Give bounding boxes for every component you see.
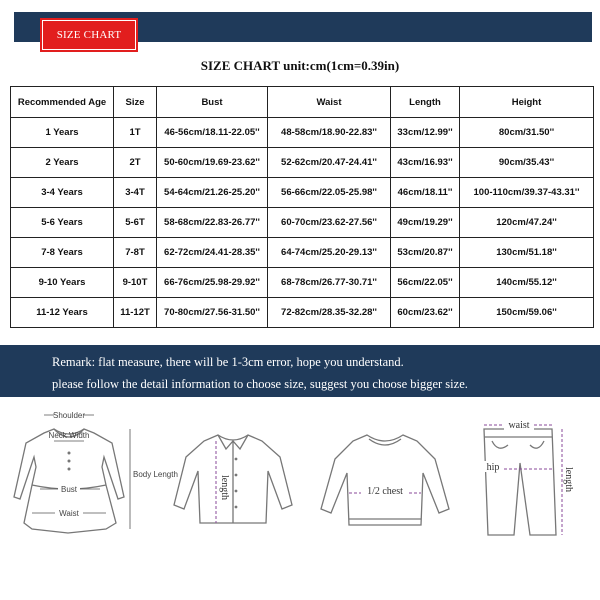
dress-shoulder-label: Shoulder [52,411,86,420]
shirt-diagram [168,405,298,545]
cell-height: 90cm/35.43'' [460,148,594,178]
cell-bust: 70-80cm/27.56-31.50'' [157,298,268,328]
cell-age: 1 Years [11,118,114,148]
cell-waist: 52-62cm/20.47-24.41'' [268,148,391,178]
col-header-length: Length [391,87,460,118]
cell-length: 33cm/12.99'' [391,118,460,148]
cell-waist: 72-82cm/28.35-32.28'' [268,298,391,328]
shirt-icon [168,405,298,545]
col-header-waist: Waist [268,87,391,118]
table-row [11,178,594,208]
cell-age: 9-10 Years [11,268,114,298]
table-row [11,268,594,298]
remark-line-2: please follow the detail information to choose size, suggest you choose bigger size. [52,377,468,391]
badge-label: SIZE CHART [42,20,136,50]
cell-waist: 60-70cm/23.62-27.56'' [268,208,391,238]
cell-size: 9-10T [114,268,157,298]
cell-length: 49cm/19.29'' [391,208,460,238]
cell-size: 2T [114,148,157,178]
cell-size: 5-6T [114,208,157,238]
sweater-chest-label: 1/2 chest [367,486,403,497]
dress-neck-width-label: Neck Width [48,431,90,440]
cell-size: 11-12T [114,298,157,328]
table-header-row [11,87,594,118]
col-header-size: Size [114,87,157,118]
cell-height: 120cm/47.24'' [460,208,594,238]
cell-size: 7-8T [114,238,157,268]
cell-age: 2 Years [11,148,114,178]
remark-line-1: Remark: flat measure, there will be 1-3cm error, hope you understand. [52,355,404,369]
pants-icon [468,405,578,545]
cell-size: 1T [114,118,157,148]
cell-bust: 46-56cm/18.11-22.05'' [157,118,268,148]
cell-length: 53cm/20.87'' [391,238,460,268]
cell-waist: 48-58cm/18.90-22.83'' [268,118,391,148]
remark-band [0,345,600,397]
cell-height: 100-110cm/39.37-43.31'' [460,178,594,208]
col-header-bust: Bust [157,87,268,118]
dress-icon [6,405,178,555]
dress-body-length-label: Body Length [133,470,178,479]
size-table [10,86,594,328]
chart-title: SIZE CHART unit:cm(1cm=0.39in) [200,58,400,73]
cell-age: 11-12 Years [11,298,114,328]
col-header-height: Height [460,87,594,118]
pants-hip-label: hip [486,462,500,473]
cell-length: 60cm/23.62'' [391,298,460,328]
cell-waist: 56-66cm/22.05-25.98'' [268,178,391,208]
cell-length: 43cm/16.93'' [391,148,460,178]
pants-waist-label: waist [508,420,530,431]
size-chart-badge [40,18,138,52]
dress-bust-label: Bust [60,485,78,494]
cell-height: 80cm/31.50'' [460,118,594,148]
cell-length: 46cm/18.11'' [391,178,460,208]
cell-age: 5-6 Years [11,208,114,238]
dress-diagram [6,405,178,555]
pants-diagram [468,405,578,545]
cell-size: 3-4T [114,178,157,208]
cell-height: 130cm/51.18'' [460,238,594,268]
cell-bust: 66-76cm/25.98-29.92'' [157,268,268,298]
cell-bust: 62-72cm/24.41-28.35'' [157,238,268,268]
table-row [11,208,594,238]
cell-bust: 54-64cm/21.26-25.20'' [157,178,268,208]
table-row [11,298,594,328]
cell-waist: 64-74cm/25.20-29.13'' [268,238,391,268]
shirt-length-label: length [219,475,230,500]
cell-age: 7-8 Years [11,238,114,268]
col-header-age: Recommended Age [11,87,114,118]
dress-waist-label: Waist [59,509,79,518]
cell-length: 56cm/22.05'' [391,268,460,298]
cell-bust: 50-60cm/19.69-23.62'' [157,148,268,178]
cell-height: 140cm/55.12'' [460,268,594,298]
table-row [11,148,594,178]
cell-bust: 58-68cm/22.83-26.77'' [157,208,268,238]
sweater-icon [315,405,455,545]
pants-length-label: length [563,467,574,492]
table-row [11,118,594,148]
sweater-diagram [315,405,455,545]
table-row [11,238,594,268]
cell-waist: 68-78cm/26.77-30.71'' [268,268,391,298]
measurement-illustrations [0,405,600,560]
cell-height: 150cm/59.06'' [460,298,594,328]
cell-age: 3-4 Years [11,178,114,208]
